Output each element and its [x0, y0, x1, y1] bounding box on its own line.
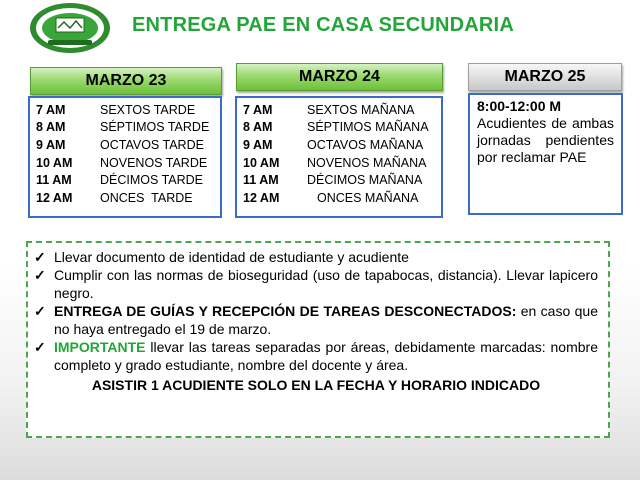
row-time: 10 AM	[36, 155, 73, 170]
schedule-box-marzo-25	[468, 93, 623, 215]
requirement-text: Cumplir con las normas de bioseguridad (uso de tapabocas, distancia). Llevar lapicero negro.	[54, 267, 598, 301]
row-time: 10 AM	[243, 155, 280, 170]
column-header-marzo-25: MARZO 25	[468, 63, 622, 91]
row-group: SÉPTIMOS TARDE	[100, 120, 210, 135]
check-icon: ✓	[34, 303, 46, 319]
row-time: 8 AM	[243, 120, 273, 135]
row-group: NOVENOS TARDE	[100, 155, 208, 170]
schedule-row	[243, 171, 435, 189]
row-group: DÉCIMOS MAÑANA	[307, 173, 423, 188]
requirement-item	[34, 248, 598, 266]
row-group: OCTAVOS MAÑANA	[307, 137, 424, 152]
requirements-box	[26, 241, 610, 438]
schedule-box-marzo-24	[235, 96, 443, 218]
schedule-box-marzo-23	[28, 96, 222, 218]
schedule-row	[36, 154, 214, 172]
requirement-text: Llevar documento de identidad de estudiante y acudiente	[54, 249, 409, 265]
row-group: SEXTOS MAÑANA	[307, 102, 415, 117]
row-group: ONCES TARDE	[100, 190, 193, 205]
requirement-rest: llevar las tareas separadas por áreas, debidamente marcadas: nombre completo y grado estudiante, nombre del docente y área.	[54, 339, 598, 373]
schedule-row	[243, 119, 435, 137]
page-title: ENTREGA PAE EN CASA SECUNDARIA	[132, 14, 514, 36]
row-group: SEXTOS TARDE	[100, 102, 196, 117]
requirement-item	[34, 302, 598, 338]
row-time: 11 AM	[36, 173, 72, 188]
requirement-text	[54, 302, 598, 338]
check-icon: ✓	[34, 249, 46, 265]
row-group: ONCES MAÑANA	[317, 190, 419, 205]
note-text: Acudientes de ambas jornadas pendientes por reclamar PAE	[477, 115, 614, 165]
schedule-row	[36, 189, 214, 207]
important-label: IMPORTANTE	[54, 339, 146, 355]
requirement-item	[34, 338, 598, 374]
schedule-row	[36, 171, 214, 189]
row-time: 7 AM	[36, 102, 66, 117]
schedule-row	[243, 154, 435, 172]
row-time: 11 AM	[243, 173, 279, 188]
row-group: NOVENOS MAÑANA	[307, 155, 427, 170]
schedule-row	[243, 189, 435, 207]
final-notice: ASISTIR 1 ACUDIENTE SOLO EN LA FECHA Y HORARIO INDICADO	[91, 377, 541, 393]
row-time: 9 AM	[36, 137, 66, 152]
check-icon: ✓	[34, 267, 46, 283]
row-group: OCTAVOS TARDE	[100, 137, 204, 152]
requirement-bold: ENTREGA DE GUÍAS Y RECEPCIÓN DE TAREAS DESCONECTADOS:	[54, 303, 517, 319]
row-group: DÉCIMOS TARDE	[100, 173, 204, 188]
row-time: 8 AM	[36, 120, 66, 135]
requirement-item	[34, 266, 598, 302]
row-time: 12 AM	[243, 190, 280, 205]
check-icon: ✓	[34, 339, 46, 355]
schedule-row	[36, 136, 214, 154]
requirement-rest: en caso que no haya entregado el 19 de marzo.	[54, 303, 598, 337]
column-header-marzo-24: MARZO 24	[236, 63, 443, 91]
row-time: 7 AM	[243, 102, 273, 117]
schedule-row	[36, 119, 214, 137]
schedule-row	[243, 136, 435, 154]
requirement-text	[54, 338, 598, 374]
schedule-row	[243, 101, 435, 119]
row-group: SÉPTIMOS MAÑANA	[307, 120, 429, 135]
column-header-marzo-23: MARZO 23	[30, 67, 222, 95]
schedule-row	[36, 101, 214, 119]
row-time: 9 AM	[243, 137, 273, 152]
row-time: 12 AM	[36, 190, 73, 205]
note-time: 8:00-12:00 M	[477, 98, 562, 114]
school-logo	[28, 2, 112, 54]
